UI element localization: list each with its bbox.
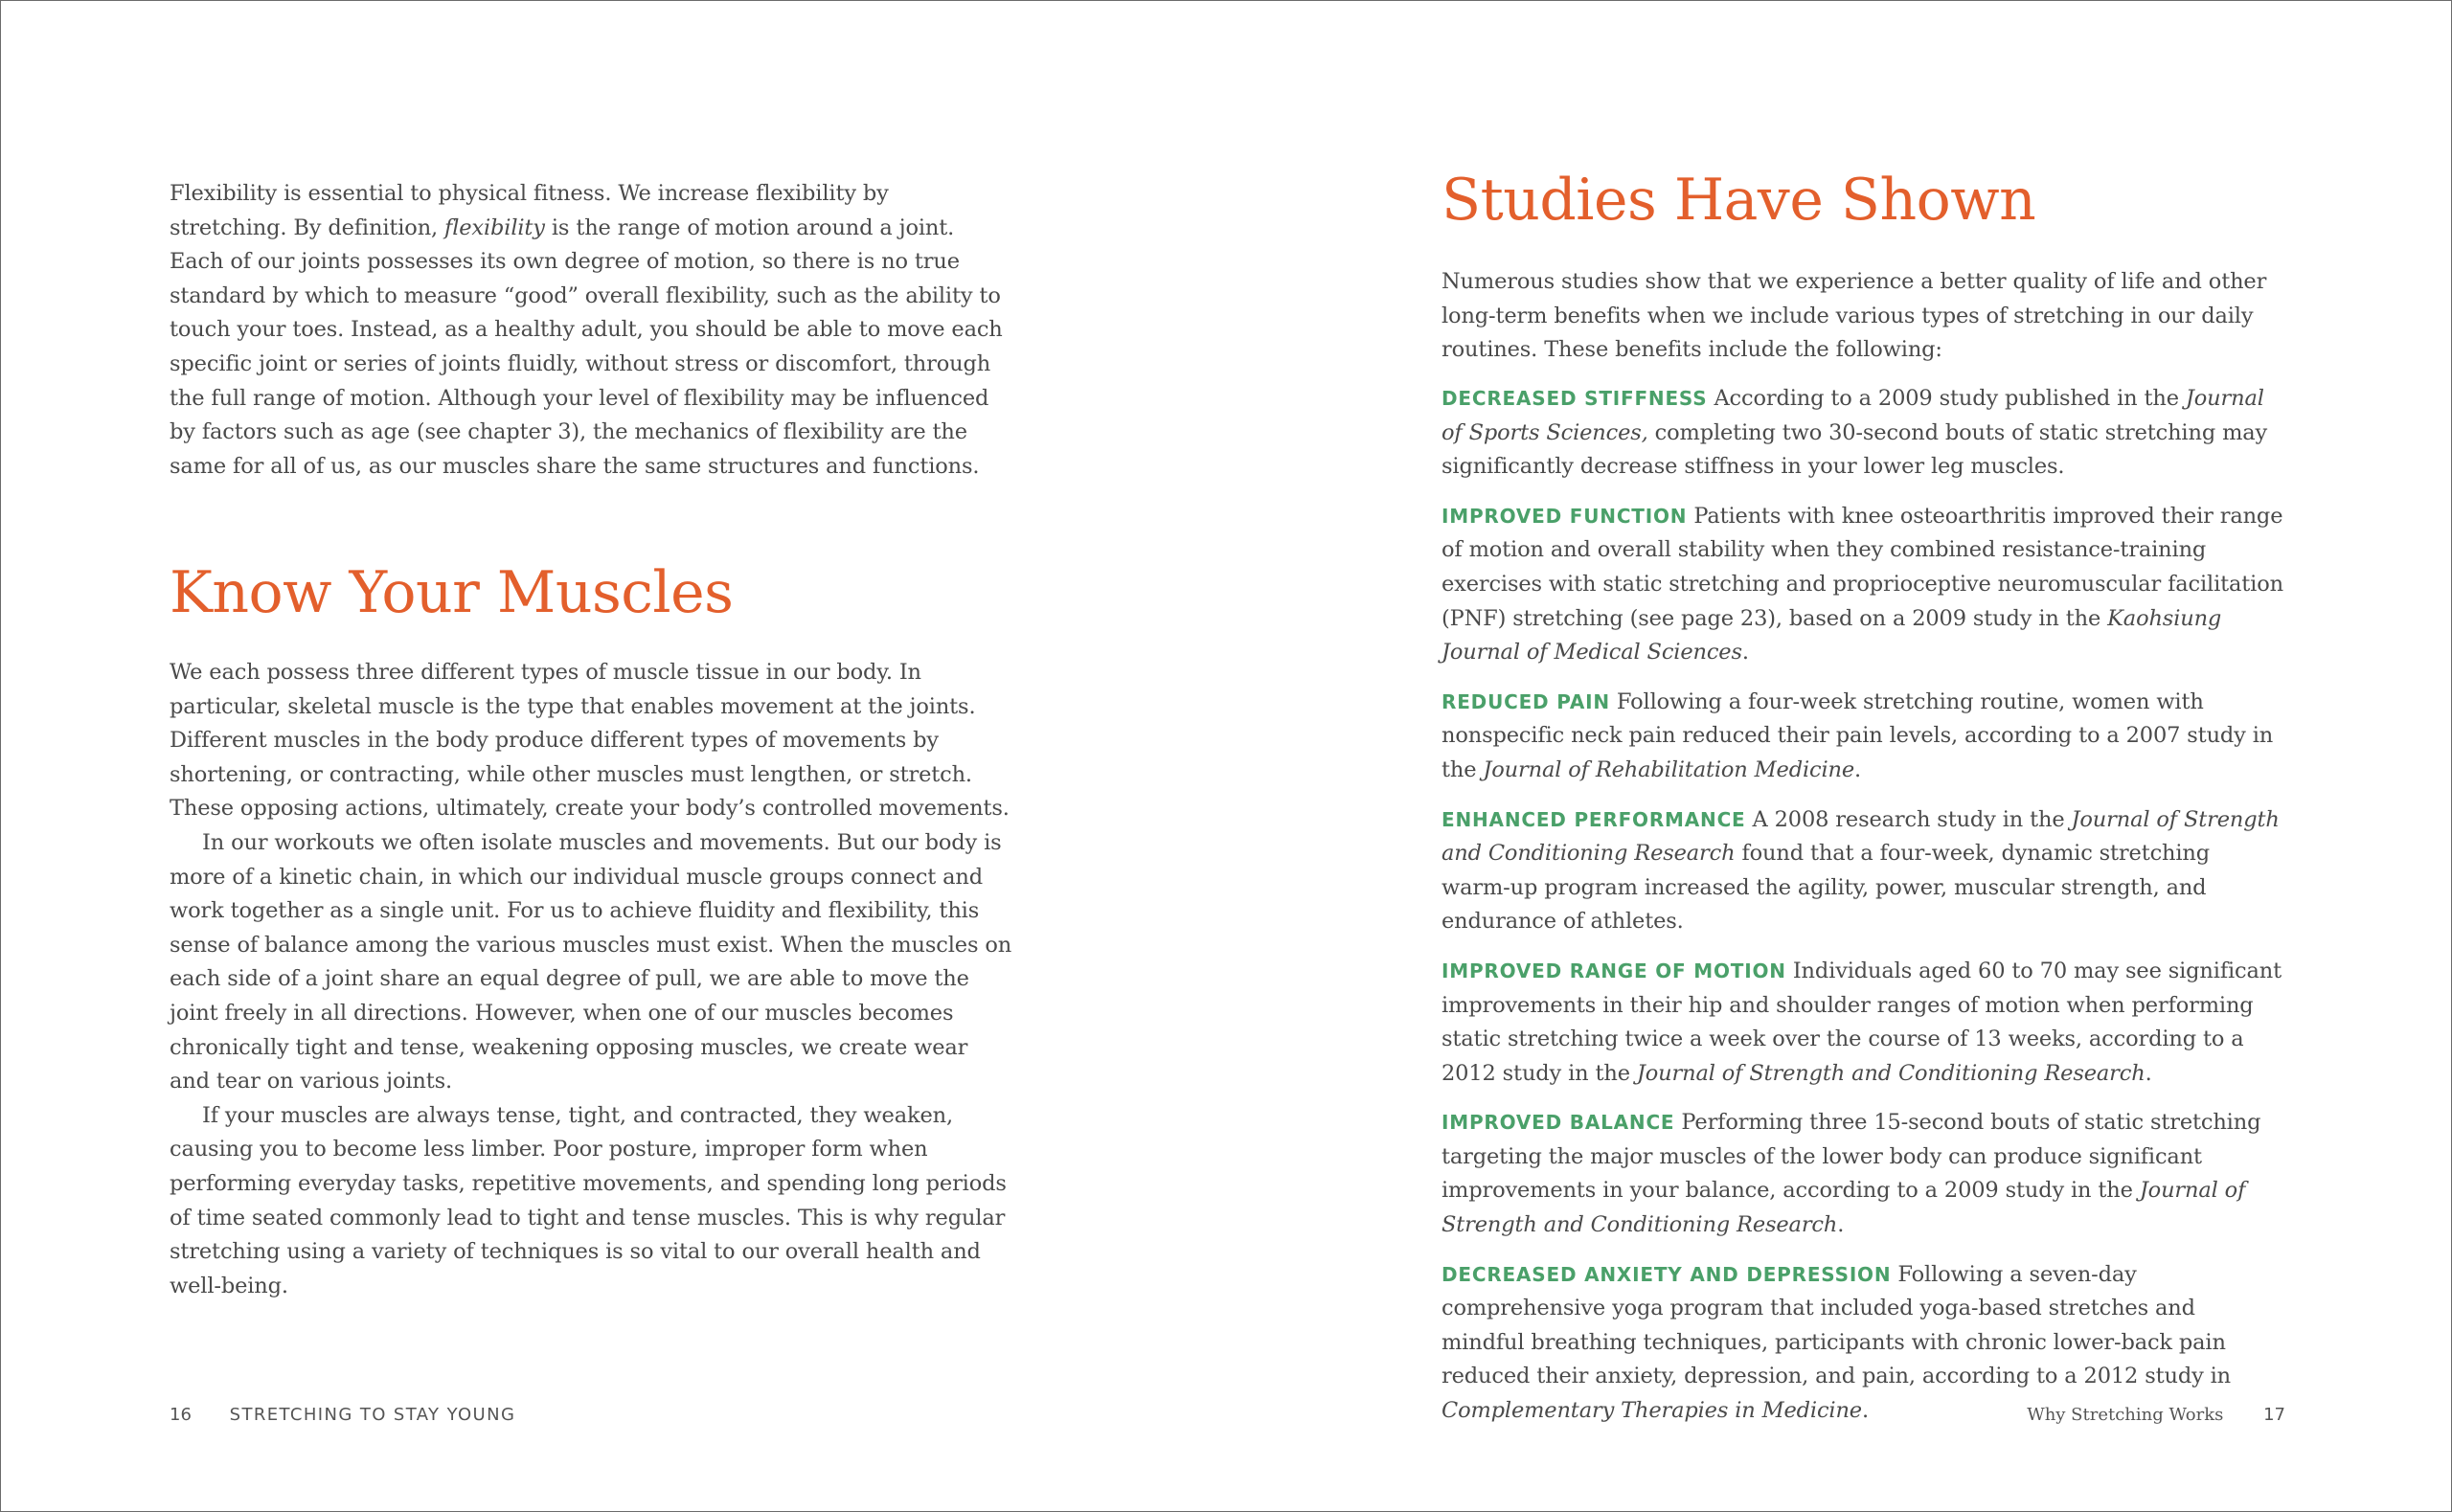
benefit-item bbox=[1442, 955, 2284, 1091]
running-head: STRETCHING TO STAY YOUNG bbox=[229, 1405, 516, 1425]
italic-text: Complementary Therapies in Medicine bbox=[1442, 1398, 1862, 1424]
page-number: 16 bbox=[170, 1405, 192, 1425]
body-paragraph: If your muscles are always tense, tight, and contracted, they weaken, causing you to become less limber. Poor posture, improper form when performing everyday tasks, repetitive movements, and spending long periods of time seated commonly lead to tight and tense muscles. This is why regular stretching using a variety of techniques is so vital to our overall health and well-being. bbox=[170, 1102, 1007, 1298]
text-run: . bbox=[1854, 756, 1862, 782]
body-paragraph: In our workouts we often isolate muscles and movements. But our body is more of a kinetic chain, in which our individual muscle groups connect and work together as a single unit. For us to achieve fluidity and flexibility, this sense of balance among the various muscles must exist. When the muscles on each side of a joint share an equal degree of pull, we are able to move the joint freely in all directions. However, when one of our muscles becomes chronically tight and tense, weakening opposing muscles, we create wear and tear on various joints. bbox=[170, 829, 1012, 1095]
body-paragraph: We each possess three different types of muscle tissue in our body. In particular, skeletal muscle is the type that enables movement at the joints. Different muscles in the body produce different types of movements by shortening, or contracting, while other muscles must lengthen, or stretch. These opposing actions, ultimately, create your body’s controlled movements. bbox=[170, 660, 1010, 822]
text-run: . bbox=[1741, 640, 1749, 666]
text-run: A 2008 research study in the bbox=[1752, 806, 2072, 832]
text-run: is the range of motion around a joint. Each of our joints possesses its own degree of motion, so there is no true standard by which to measure “good” overall flexibility, such as the ability to touch your toes. Instead, as a healthy adult, you should be able to move each specific joint or series of joints fluidly, without stress or discomfort, through the full range of motion. Although your level of flexibility may be influenced by factors such as age (see chapter 3), the mechanics of flexibility are the same for all of us, as our muscles share the same structures and functions. bbox=[170, 214, 1003, 479]
benefit-term: DECREASED ANXIETY AND DEPRESSION bbox=[1442, 1262, 1892, 1286]
text-run: Flexibility is essential to physical fitness. We increase flexibility by stretching. By definition, bbox=[170, 181, 889, 240]
benefit-term: DECREASED STIFFNESS bbox=[1442, 387, 1708, 410]
left-page bbox=[1, 1, 1226, 1511]
benefit-term: IMPROVED RANGE OF MOTION bbox=[1442, 959, 1786, 982]
right-page bbox=[1226, 1, 2451, 1511]
studies-intro-block bbox=[1442, 265, 2284, 368]
italic-text: flexibility bbox=[444, 214, 545, 240]
text-run: Following a four-week stretching routine, women with nonspecific neck pain reduced their pain levels, according to a 2007 study in the bbox=[1442, 688, 2274, 782]
text-run: According to a 2009 study published in the bbox=[1714, 386, 2186, 411]
benefit-item bbox=[1442, 382, 2284, 485]
intro-paragraph: Numerous studies show that we experience a better quality of life and other long-term benefits when we include various types of stretching in our daily routines. These benefits include the following: bbox=[1442, 269, 2267, 363]
benefit-term: IMPROVED FUNCTION bbox=[1442, 504, 1688, 528]
benefit-item bbox=[1442, 1258, 2284, 1429]
italic-text: Journal of Sports Sciences, bbox=[1442, 386, 2264, 445]
text-run: completing two 30-second bouts of static stretching may significantly decrease stiffness in your lower leg muscles. bbox=[1442, 419, 2268, 480]
section-heading-studies-have-shown: Studies Have Shown bbox=[1442, 167, 2036, 234]
benefit-term: REDUCED PAIN bbox=[1442, 689, 1610, 713]
section-heading-know-your-muscles: Know Your Muscles bbox=[170, 559, 734, 626]
text-run: Patients with knee osteoarthritis improved their range of motion and overall stability when they combined resistance-training exercises with static stretching and proprioceptive neuromuscular facilitation (PNF) stretching (see page 23), based on a 2009 study in the bbox=[1442, 503, 2283, 631]
text-run: found that a four-week, dynamic stretching warm-up program increased the agility, power, muscular strength, and endurance of athletes. bbox=[1442, 841, 2211, 935]
benefit-item bbox=[1442, 686, 2284, 788]
running-head: Why Stretching Works bbox=[2027, 1405, 2224, 1425]
right-page-footer bbox=[2027, 1405, 2285, 1425]
italic-text: Kaohsiung Journal of Medical Sciences bbox=[1442, 605, 2222, 666]
text-run: . bbox=[2145, 1060, 2152, 1086]
text-run: Following a seven-day comprehensive yoga program that included yoga-based stretches and mindful breathing techniques, participants with chronic lower-back pain reduced their anxiety, depression, and pain, according to a 2012 study in bbox=[1442, 1261, 2232, 1389]
know-your-muscles-body bbox=[170, 656, 1012, 1303]
benefits-list bbox=[1442, 382, 2284, 1444]
left-page-footer bbox=[170, 1405, 515, 1425]
italic-text: Journal of Strength and Conditioning Research bbox=[1442, 1178, 2246, 1238]
text-run: Performing three 15-second bouts of static stretching targeting the major muscles of the lower body can produce significant improvements in your balance, according to a 2009 study in the bbox=[1442, 1110, 2261, 1204]
benefit-text bbox=[1442, 504, 2283, 665]
text-run: Individuals aged 60 to 70 may see significant improvements in their hip and shoulder ranges of motion when performing static stretching twice a week over the course of 13 weeks, according to a 2012 study in the bbox=[1442, 958, 2282, 1086]
italic-text: Journal of Strength and Conditioning Research bbox=[1636, 1060, 2146, 1086]
page-number: 17 bbox=[2263, 1405, 2285, 1425]
benefit-item bbox=[1442, 1106, 2284, 1242]
intro-paragraph bbox=[170, 177, 1012, 484]
benefit-term: IMPROVED BALANCE bbox=[1442, 1111, 1675, 1135]
benefit-item bbox=[1442, 500, 2284, 670]
text-run: . bbox=[1861, 1398, 1869, 1424]
intro-block bbox=[170, 177, 1012, 484]
benefit-item bbox=[1442, 803, 2284, 939]
italic-text: Journal of Rehabilitation Medicine bbox=[1483, 756, 1854, 782]
italic-text: Journal of Strength and Conditioning Research bbox=[1442, 806, 2280, 867]
benefit-term: ENHANCED PERFORMANCE bbox=[1442, 807, 1746, 831]
text-run: . bbox=[1837, 1212, 1845, 1238]
